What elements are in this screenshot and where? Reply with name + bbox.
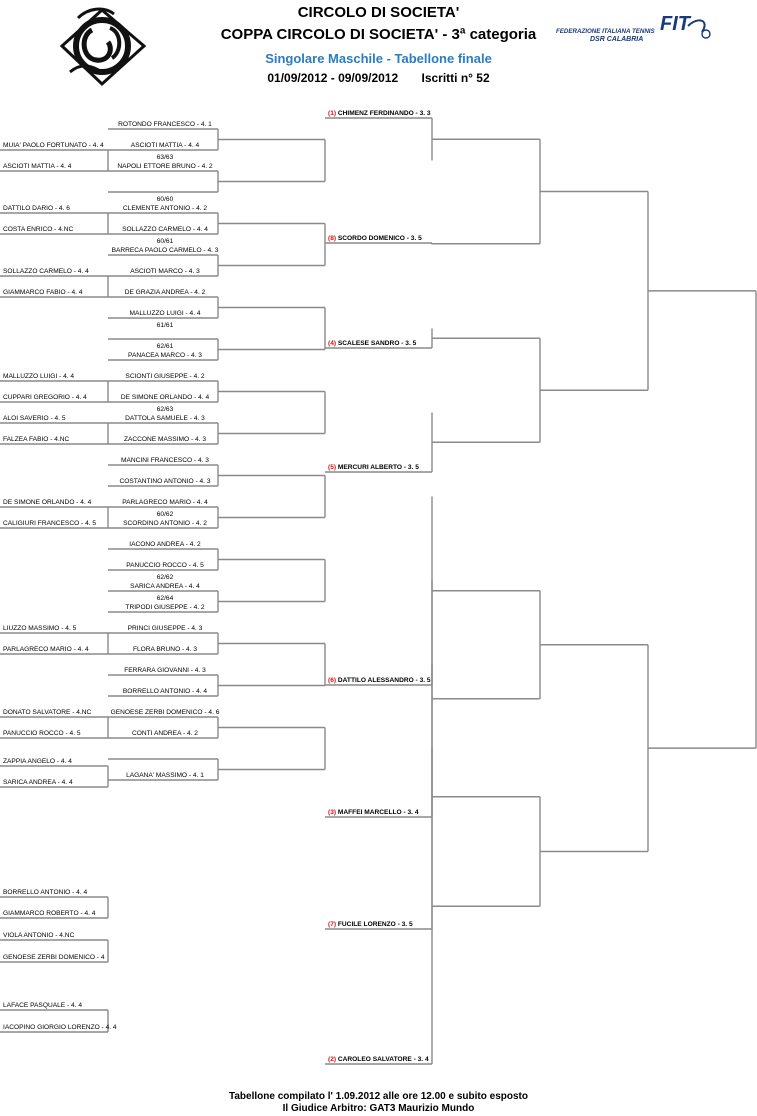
r2-player-name: COSTANTINO ANTONIO - 4. 3 (119, 478, 211, 485)
r2-player-name: SCORDINO ANTONIO - 4. 2 (123, 520, 207, 527)
r2-player-name: MANCINI FRANCESCO - 4. 3 (121, 457, 209, 464)
r2-player-name: FLORA BRUNO - 4. 3 (132, 646, 198, 653)
r2-player-name: PANUCCIO ROCCO - 4. 5 (126, 562, 204, 569)
seeded-player: (4) SCALESE SANDRO - 3. 5 (328, 340, 417, 347)
entries-count: Iscritti n° 52 (421, 71, 490, 85)
r2-player-name: PRINCI GIUSEPPE - 4. 3 (127, 625, 203, 632)
r2-player-name: ZACCONE MASSIMO - 4. 3 (123, 436, 207, 443)
seeded-player: (5) MERCURI ALBERTO - 3. 5 (328, 464, 419, 471)
seeded-player: (2) CAROLEO SALVATORE - 3. 4 (328, 1056, 429, 1063)
r2-player-name: ASCIOTI MATTIA - 4. 4 (130, 142, 200, 149)
r2-player-name: GENOESE ZERBI DOMENICO - 4. 6 (110, 709, 220, 716)
footer-referee: Il Giudice Arbitro: GAT3 Maurizio Mundo (282, 1103, 475, 1114)
r1-player-name: ASCIOTI MATTIA - 4. 4 (3, 163, 72, 170)
r1-player-name: VIOLA ANTONIO - 4.NC (3, 932, 75, 939)
r2-player-name: PARLAGRECO MARIO - 4. 4 (122, 499, 208, 506)
r1-player-name: MUIA' PAOLO FORTUNATO - 4. 4 (3, 142, 104, 149)
r1-player-name: GIAMMARCO FABIO - 4. 4 (3, 289, 83, 296)
r1-player-name: LIUZZO MASSIMO - 4. 5 (3, 625, 77, 632)
r1-player-name: CALIGIURI FRANCESCO - 4. 5 (3, 520, 97, 527)
footer-compiled-note: Tabellone compilato l' 1.09.2012 alle ore 12.00 e subito esposto (229, 1091, 528, 1102)
r1-player-name: FALZEA FABIO - 4.NC (3, 436, 70, 443)
r2-player-name: CONTI ANDREA - 4. 2 (132, 730, 198, 737)
r1-player-name: SARICA ANDREA - 4. 4 (3, 779, 73, 786)
r2-player-name: ROTONDO FRANCESCO - 4. 1 (118, 121, 212, 128)
r1-player-name: CUPPARI GREGORIO - 4. 4 (3, 394, 87, 401)
r2-player-name: SCIONTI GIUSEPPE - 4. 2 (125, 373, 205, 380)
date-range: 01/09/2012 - 09/09/2012 (267, 71, 399, 85)
page-title: CIRCOLO DI SOCIETA' (297, 4, 460, 21)
match-score: 62/63 (156, 406, 174, 413)
r2-player-name: DE SIMONE ORLANDO - 4. 4 (120, 394, 210, 401)
r1-player-name: DE SIMONE ORLANDO - 4. 4 (3, 499, 92, 506)
r2-player-name: LAGANA' MASSIMO - 4. 1 (126, 772, 204, 779)
r1-player-name: GENOESE ZERBI DOMENICO - 4 (3, 954, 105, 961)
r1-player-name: IACOPINO GIORGIO LORENZO - 4. 4 (3, 1024, 117, 1031)
r1-player-name: DATTILO DARIO - 4. 6 (3, 205, 70, 212)
r2-player-name: DE GRAZIA ANDREA - 4. 2 (124, 289, 206, 296)
fit-logo-text: FIT (660, 13, 690, 35)
seeded-player: (7) FUCILE LORENZO - 3. 5 (328, 921, 413, 928)
r2-player-name: NAPOLI ETTORE BRUNO - 4. 2 (117, 163, 213, 170)
r1-player-name: ALOI SAVERIO - 4. 5 (3, 415, 66, 422)
match-score: 60/60 (156, 196, 174, 203)
match-score: 62/64 (156, 595, 174, 602)
r1-player-name: BORRELLO ANTONIO - 4. 4 (3, 889, 88, 896)
r1-player-name: ZAPPIA ANGELO - 4. 4 (3, 758, 72, 765)
r2-player-name: BARRECA PAOLO CARMELO - 4. 3 (111, 247, 219, 254)
r1-player-name: PANUCCIO ROCCO - 4. 5 (3, 730, 81, 737)
r1-player-name: GIAMMARCO ROBERTO - 4. 4 (3, 910, 96, 917)
r2-player-name: CLEMENTE ANTONIO - 4. 2 (122, 205, 208, 212)
match-score: 63/63 (156, 154, 174, 161)
match-score: 62/61 (156, 343, 174, 350)
r2-player-name: PANACEA MARCO - 4. 3 (128, 352, 202, 359)
r2-player-name: BORRELLO ANTONIO - 4. 4 (122, 688, 208, 695)
r1-player-name: DONATO SALVATORE - 4.NC (3, 709, 92, 716)
r2-player-name: TRIPODI GIUSEPPE - 4. 2 (125, 604, 205, 611)
match-score: 61/61 (156, 322, 174, 329)
r1-player-name: LAFACE PASQUALE - 4. 4 (3, 1002, 83, 1009)
r1-player-name: COSTA ENRICO - 4.NC (3, 226, 74, 233)
competition-title: COPPA CIRCOLO DI SOCIETA' - 3ª categoria (220, 26, 537, 43)
r1-player-name: SOLLAZZO CARMELO - 4. 4 (3, 268, 89, 275)
draw-subtitle: Singolare Maschile - Tabellone finale (265, 51, 492, 66)
r1-player-name: PARLAGRECO MARIO - 4. 4 (3, 646, 89, 653)
match-score: 62/62 (156, 574, 174, 581)
fit-logo-region: DSR CALABRIA (590, 36, 644, 43)
r2-player-name: IACONO ANDREA - 4. 2 (129, 541, 201, 548)
r1-player-name: MALLUZZO LUIGI - 4. 4 (3, 373, 75, 380)
seeded-player: (8) SCORDO DOMENICO - 3. 5 (328, 235, 422, 242)
r2-player-name: DATTOLA SAMUELE - 4. 3 (125, 415, 205, 422)
match-score: 60/61 (156, 238, 174, 245)
r2-player-name: SOLLAZZO CARMELO - 4. 4 (122, 226, 208, 233)
r2-player-name: ASCIOTI MARCO - 4. 3 (130, 268, 200, 275)
match-score: 60/62 (156, 511, 174, 518)
r2-player-name: MALLUZZO LUIGI - 4. 4 (129, 310, 201, 317)
seeded-player: (3) MAFFEI MARCELLO - 3. 4 (328, 809, 419, 816)
r2-player-name: FERRARA GIOVANNI - 4. 3 (124, 667, 206, 674)
seeded-player: (6) DATTILO ALESSANDRO - 3. 5 (328, 677, 431, 684)
seeded-player: (1) CHIMENZ FERDINANDO - 3. 3 (328, 110, 431, 117)
r2-player-name: SARICA ANDREA - 4. 4 (130, 583, 200, 590)
fit-logo-federazione: FEDERAZIONE ITALIANA TENNIS (556, 28, 655, 35)
